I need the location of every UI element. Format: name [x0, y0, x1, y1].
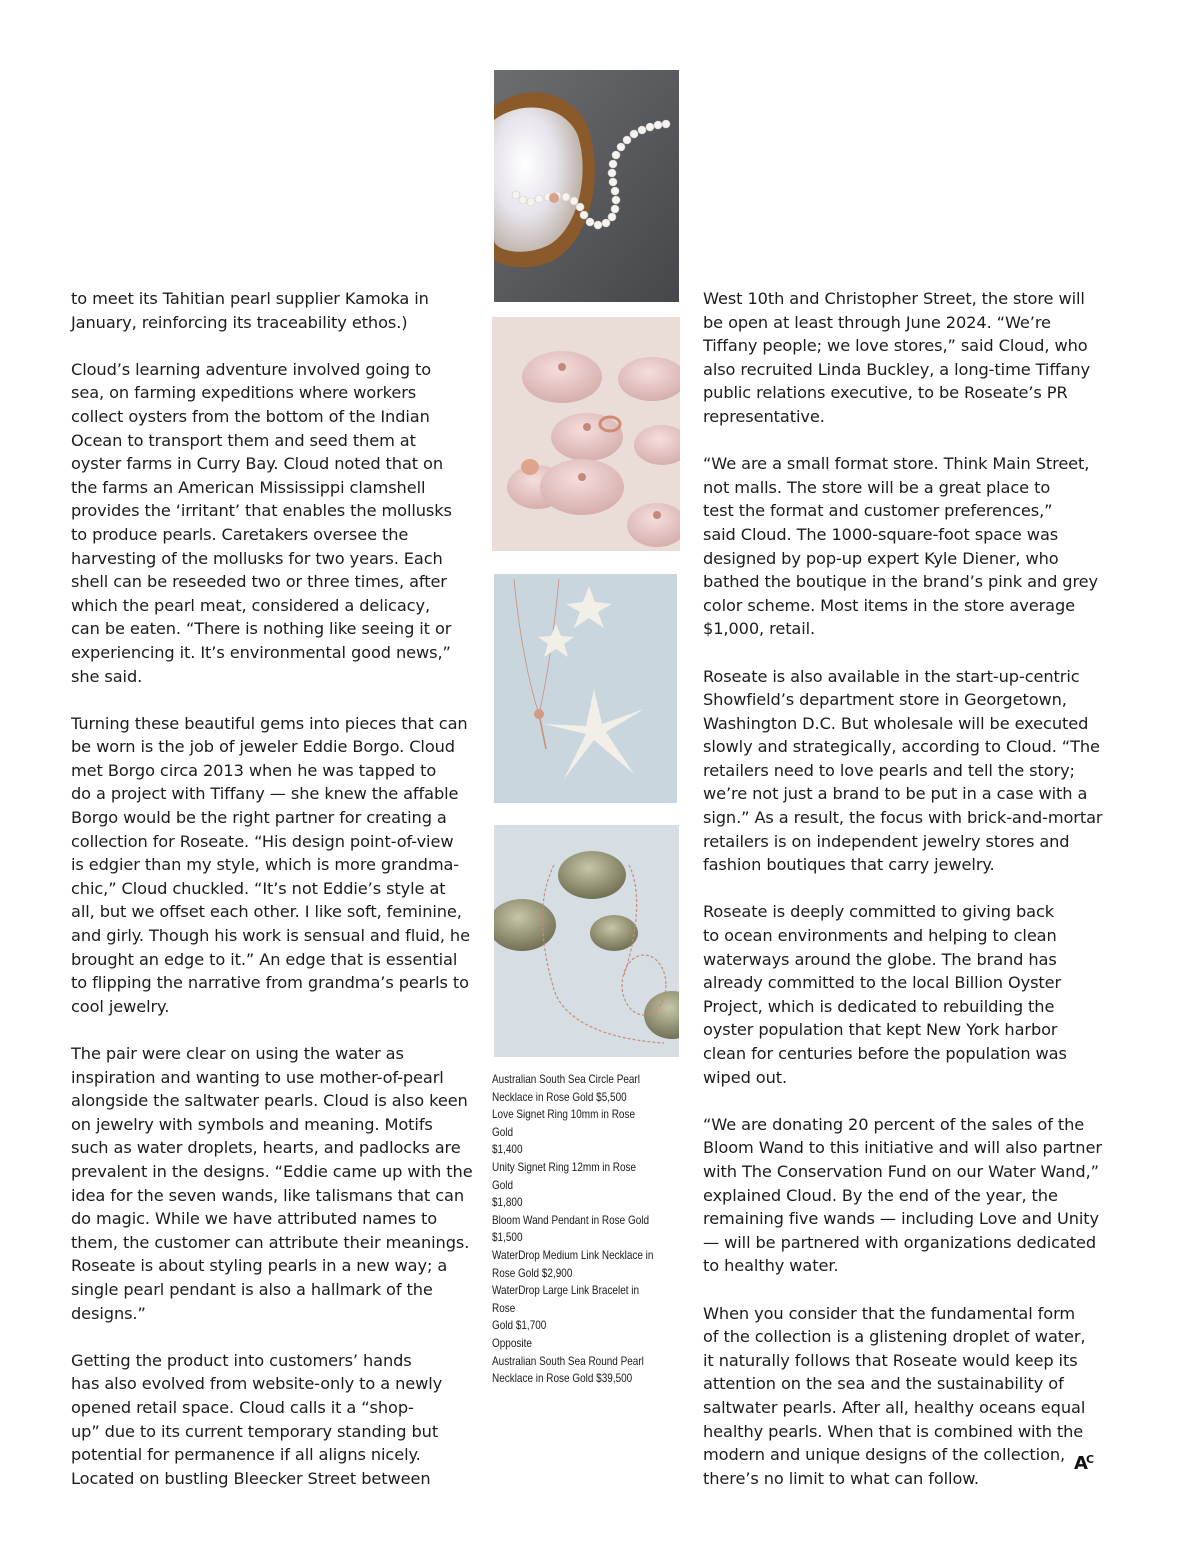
- right-paragraph-1: West 10th and Christopher Street, the store will be open at least through June 2024. “We’re Tiffany people; we love stores,” said Cloud, who also recruited Linda Buckley, a long-time Tiffany public relations executive, to be Roseate’s PR representative.: [703, 289, 1090, 426]
- left-paragraph-4: The pair were clear on using the water as inspiration and wanting to use mother-of-pearl alongside the saltwater pearls. Cloud is also keen on jewelry with symbols and meaning. Motifs such as water droplets, hearts, and padlocks are prevalent in the designs. “Eddie came up with the idea for the seven wands, like talismans that can do magic. While we have attributed names to them, the customer can attribute their meanings. Roseate is about styling pearls in a new way; a single pearl pendant is also a hallmark of the designs.”: [71, 1044, 473, 1323]
- photo-captions: [492, 1071, 655, 1388]
- article-left-column: [71, 287, 491, 1514]
- photo-pink-sea-urchins-rings: [492, 317, 680, 551]
- caption-unity-signet-ring: Unity Signet Ring 12mm in Rose Gold $1,800: [492, 1160, 637, 1210]
- left-paragraph-2: Cloud’s learning adventure involved going to sea, on farming expeditions where workers collect oysters from the bottom of the Indian Ocean to transport them and seed them at oyster farms in Curry Bay. Cloud noted that on the farms an American Mississippi clamshell provides the ‘irritant’ that enables the mollusks to produce pearls. Caretakers oversee the harvesting of the mollusks for two years. Each shell can be reseeded two or three times, after which the pearl meat, considered a delicacy, can be eaten. “There is nothing like seeing it or experiencing it. It’s environmental good news,” she said.: [71, 359, 452, 686]
- caption-opposite: Opposite: [492, 1336, 532, 1350]
- right-paragraph-5: “We are donating 20 percent of the sales of the Bloom Wand to this initiative and will also partner with The Conservation Fund on our Water Wand,” explained Cloud. By the end of the year, the remaining five wands — including Love and Unity — will be partnered with organizations dedicated to healthy water.: [703, 1114, 1102, 1276]
- left-paragraph-3: Turning these beautiful gems into pieces that can be worn is the job of jeweler Eddie Borgo. Cloud met Borgo circa 2013 when he was tapped to do a project with Tiffany — she knew the affable Borgo would be the right partner for creating a collection for Roseate. “His design point-of-view is edgier than my style, which is more grandma- chic,” Cloud chuckled. “It’s not Eddie’s style at all, but we offset each other. I like soft, feminine, and girly. Though his work is sensual and fluid, he brought an edge to it.” An edge that is essential to flipping the narrative from grandma’s pearls to cool jewelry.: [71, 713, 470, 1016]
- caption-bloom-wand-pendant: Bloom Wand Pendant in Rose Gold $1,500: [492, 1213, 650, 1245]
- logo-main: A: [1074, 1453, 1086, 1474]
- magazine-logo: [1074, 1453, 1092, 1474]
- caption-round-pearl-necklace: Australian South Sea Round Pearl Necklace in Rose Gold $39,500: [492, 1354, 644, 1386]
- photo-oyster-pearl-necklace: [494, 70, 679, 302]
- right-paragraph-2: “We are a small format store. Think Main Street, not malls. The store will be a great place to test the format and customer preferences,” said Cloud. The 1000-square-foot space was designed by pop-up expert Kyle Diener, who bathed the boutique in the brand’s pink and grey color scheme. Most items in the store average $1,000, retail.: [703, 454, 1099, 639]
- caption-waterdrop-bracelet: WaterDrop Large Link Bracelet in Rose Gold $1,700: [492, 1284, 640, 1333]
- right-paragraph-6: When you consider that the fundamental form of the collection is a glistening droplet of water, it naturally follows that Roseate would keep its attention on the sea and the sustainability of saltwater pearls. After all, healthy oceans equal healthy pearls. When that is combined with the modern and unique designs of the collection, there’s no limit to what can follow.: [703, 1303, 1086, 1488]
- caption-love-signet-ring: Love Signet Ring 10mm in Rose Gold $1,400: [492, 1108, 635, 1157]
- photo-urchin-shells-necklace: [494, 825, 679, 1057]
- caption-waterdrop-necklace: WaterDrop Medium Link Necklace in Rose Gold $2,900: [492, 1248, 654, 1280]
- article-right-column: [703, 287, 1123, 1514]
- left-paragraph-5: Getting the product into customers’ hands has also evolved from website-only to a newly opened retail space. Cloud calls it a “shop- up” due to its current temporary standing but potential for permanence if all aligns nicely. Located on bustling Bleecker Street between: [71, 1350, 443, 1488]
- right-paragraph-4: Roseate is deeply committed to giving back to ocean environments and helping to clean waterways around the globe. The brand has already committed to the local Billion Oyster Project, which is dedicated to rebuilding the oyster population that kept New York harbor clean for centuries before the population was wiped out.: [703, 902, 1067, 1087]
- caption-circle-pearl-necklace: Australian South Sea Circle Pearl Necklace in Rose Gold $5,500: [492, 1073, 640, 1104]
- right-paragraph-3: Roseate is also available in the start-up-centric Showfield’s department store in Georgetown, Washington D.C. But wholesale will be executed slowly and strategically, according to Cloud. “The retailers need to love pearls and tell the story; we’re not just a brand to be put in a case with a sign.” As a result, the focus with brick-and-mortar retailers is on independent jewelry stores and fashion boutiques that carry jewelry.: [703, 666, 1103, 875]
- logo-sup: C: [1085, 1453, 1093, 1466]
- photo-starfish-pendant: [494, 574, 677, 803]
- left-paragraph-1: to meet its Tahitian pearl supplier Kamoka in January, reinforcing its traceability ethos.): [71, 289, 429, 332]
